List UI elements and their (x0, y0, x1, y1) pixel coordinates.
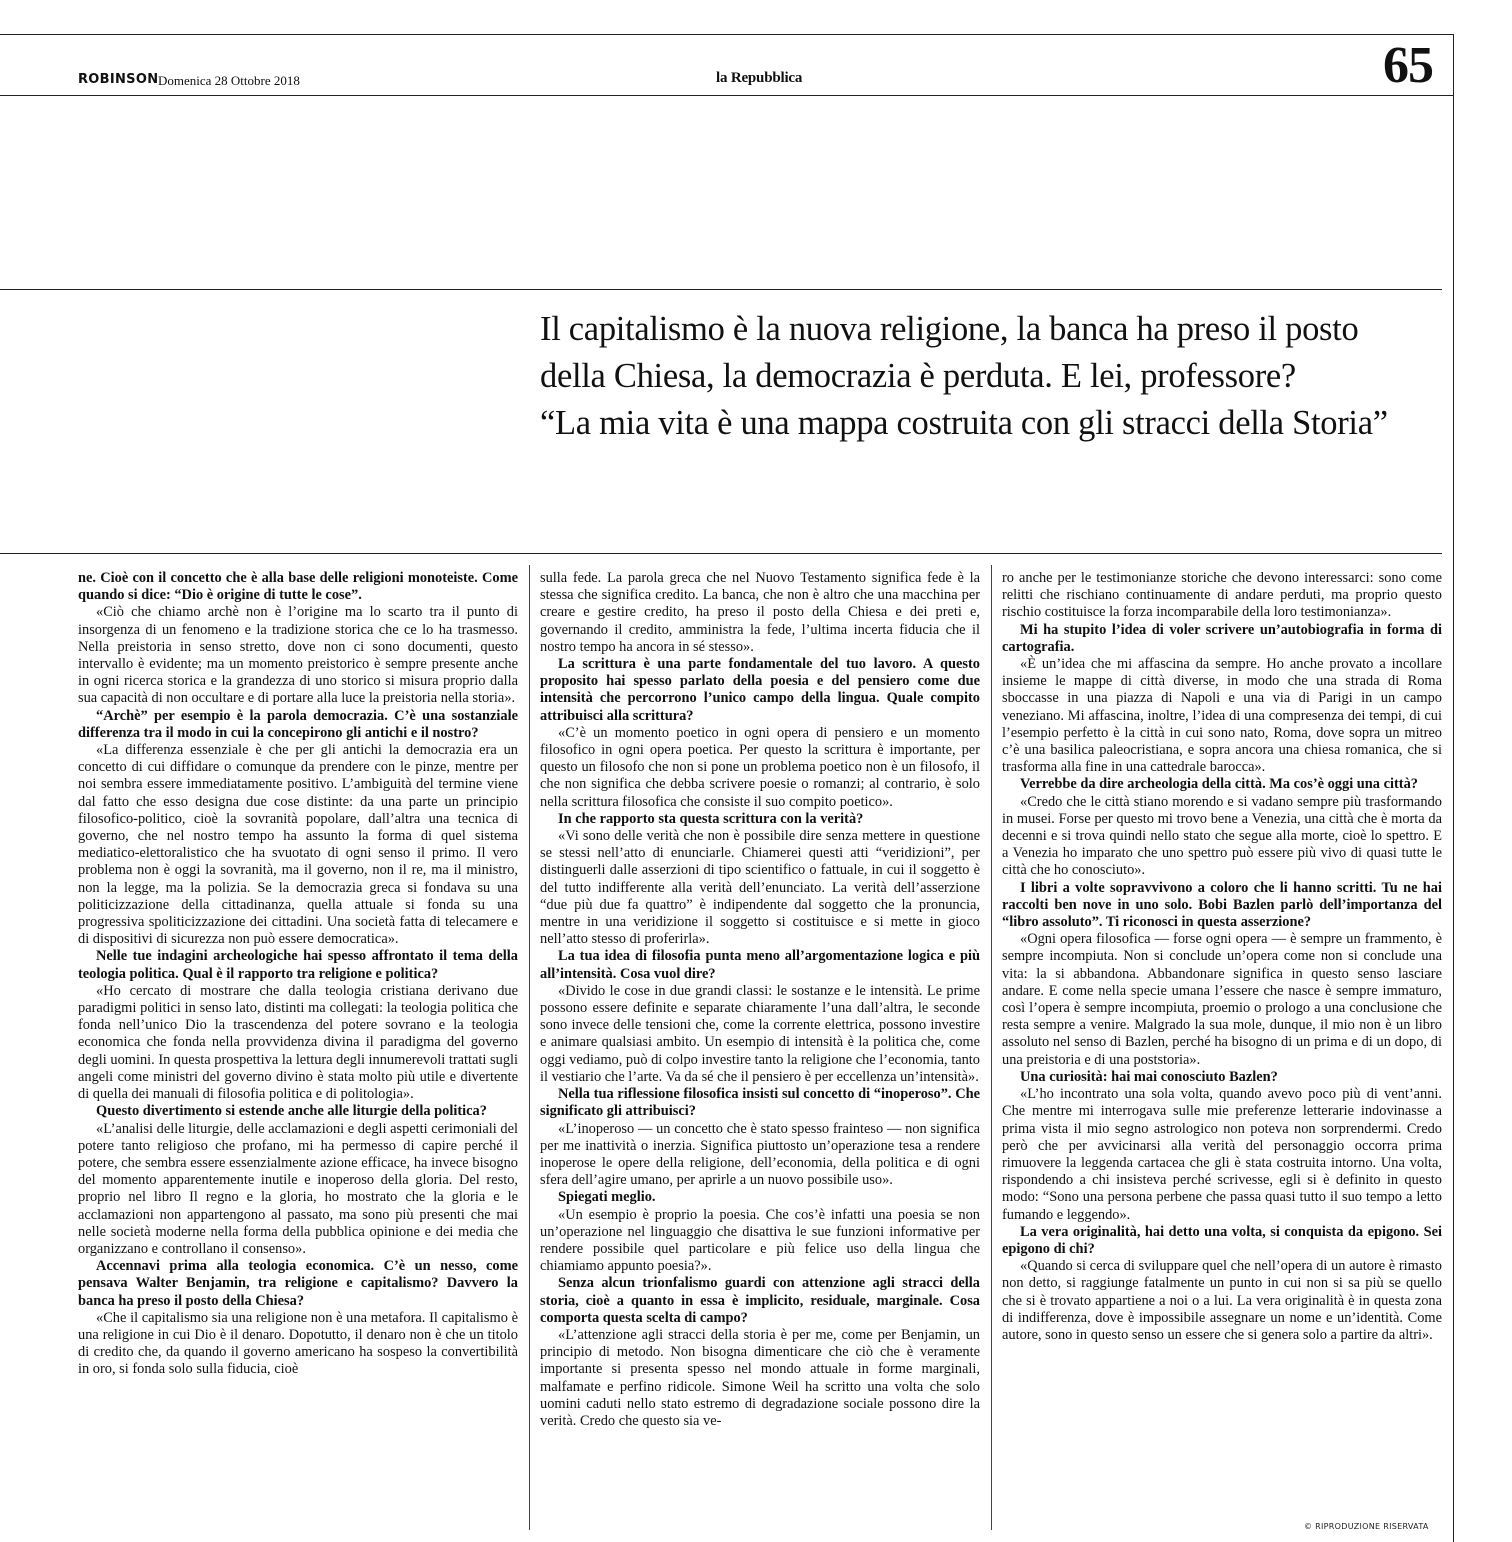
interview-answer: «L’attenzione agli stracci della storia è per me, come per Benjamin, un principio di metodo. Non bisogna dimenticare che ciò che è veramente importante si presenta spesso nel mondo attuale in forme marginali, malfamate e perfino ridicole. Simone Weil ha scritto una volta che solo uomini caduti nello stato estremo di degradazione sociale possono dire la verità. Credo che questo sia ve- (540, 1326, 980, 1429)
newspaper-name: la Repubblica (716, 70, 803, 86)
issue-date: Domenica 28 Ottobre 2018 (158, 73, 300, 88)
interview-answer: «Divido le cose in due grandi classi: le sostanze e le intensità. Le prime possono essere definite e separate chiaramente l’una dall’altra, le seconde sono invece delle tensioni che, come la corrente elettrica, possono investire e animare qualsiasi ambito. Un esempio di intensità è la politica che, come oggi vediamo, può di colpo investire tanto la religione che l’economia, tanto il vestiario che l’arte. Va da sé che il pensiero è per eccellenza un’intensità». (540, 982, 980, 1085)
interview-answer: «C’è un momento poetico in ogni opera di pensiero e un momento filosofico in ogni opera poetica. Per questo la scrittura è importante, per questo un filosofo che non si pone un problema poetico non è un filosofo, il che non significa che debba scrivere poesie o romanzi; al contrario, è solo nella scrittura filosofica che consiste il suo compito poetico». (540, 724, 980, 810)
article-column-1 (78, 570, 518, 1530)
interview-question: In che rapporto sta questa scrittura con la verità? (558, 810, 864, 827)
headline (540, 306, 1450, 447)
interview-question: Una curiosità: hai mai conosciuto Bazlen? (1020, 1068, 1278, 1085)
interview-question: Nelle tue indagini archeologiche hai spesso affrontato il tema della teologia politica. Qual è il rapporto tra religione e politica? (78, 948, 518, 982)
interview-question: Questo divertimento si estende anche alle liturgie della politica? (96, 1103, 487, 1120)
interview-answer: «L’analisi delle liturgie, delle acclamazioni e degli aspetti cerimoniali del potere tanto religioso che profano, mi ha permesso di capire perché il potere, che sembra essere essenzialmente azione efficace, ha invece bisogno del momento apparentemente inutile e inoperoso della gloria. Del resto, proprio nel libro Il regno e la gloria, ho mostrato che la gloria e le acclamazioni non appartengono al passato, ma sono più presenti che mai nelle società moderne nella forma della pubblica opinione e dei media che organizzano e controllano il consenso». (78, 1120, 518, 1257)
interview-question: La scrittura è una parte fondamentale del tuo lavoro. A questo proposito hai spesso parlato della poesia e del pensiero come due intensità che percorrono l’unico campo della lingua. Quale compito attribuisci alla scrittura? (540, 656, 980, 724)
interview-answer: «Che il capitalismo sia una religione non è una metafora. Il capitalismo è una religione in cui Dio è il denaro. Dopotutto, il denaro non è che un titolo di credito che, da quando il governo americano ha sospeso la convertibilità in oro, si fonda solo sulla fiducia, cioè (78, 1309, 518, 1378)
interview-answer: «È un’idea che mi affascina da sempre. Ho anche provato a incollare insieme le mappe di città diverse, in modo che una strada di Roma sboccasse in una piazza di Napoli e una via di Parigi in un campo veneziano. Mi affascina, inoltre, l’idea di una compresenza dei tempi, di cui l’esempio perfetto è la città in cui sono nato, Roma, dove sopra un mitreo c’è una basilica paleocristiana, e sopra ancora una chiesa romanica, che si trasforma alla fine in una cattedrale barocca». (1002, 656, 1442, 776)
interview-answer: ro anche per le testimonianze storiche che devono interessarci: sono come relitti che rischiano continuamente di andare perduti, ma proprio questo rischio costituisce la forza incomparabile della loro testimonianza». (1002, 570, 1442, 621)
interview-question: ne. Cioè con il concetto che è alla base delle religioni monoteiste. Come quando si dice: “Dio è origine di tutte le cose”. (78, 570, 518, 604)
headline-line: “La mia vita è una mappa costruita con gli stracci della Storia” (540, 404, 1388, 442)
divider (0, 553, 1442, 554)
interview-answer: «L’ho incontrato una sola volta, quando avevo poco più di vent’anni. Che mentre mi interrogava sulle mie preferenze letterarie indovinasse a prima vista il mio segno astrologico non poteva non sorprendermi. Credo però che per avvicinarsi alla verità del personaggio occorra prima rimuovere la leggenda cartacea che gli è stata costruita intorno. Una volta, rispondendo a chi insisteva perché scrivesse, egli si è definito in questo modo: “Sono una persona perbene che passa quasi tutto il suo tempo a letto fumando e leggendo». (1002, 1086, 1442, 1223)
interview-answer: «La differenza essenziale è che per gli antichi la democrazia era un concetto di cui diffidare o comunque da prendere con le pinze, mentre per noi sembra essere immediatamente positivo. L’ambiguità del termine viene dal fatto che esso designa due cose distinte: da una parte un principio filosofico-politico, cioè la sovranità popolare, dall’altra una tecnica di governo, che nel nostro tempo ha assunto la forma di quel sistema mediatico-elettoralistico che ha svuotato di ogni senso il primo. Il vero problema non è oggi la sovranità, ma il governo, non il re, ma il ministro, non la legge, ma la polizia. Se la democrazia greca si fondava su una politicizzazione della cittadinanza, quella attuale si fonda su una progressiva spoliticizzazione dei cittadini. Una società fatta di telecamere e di dispositivi di sicurezza non può essere democratica». (78, 742, 518, 948)
interview-question: Senza alcun trionfalismo guardi con attenzione agli stracci della storia, cioè a quanto in essa è implicito, residuale, marginale. Cosa comporta questa scelta di campo? (540, 1275, 980, 1326)
interview-question: I libri a volte sopravvivono a coloro che li hanno scritti. Tu ne hai raccolti ben nove in uno solo. Bobi Bazlen parlò dell’importanza del “libro assoluto”. Ti riconosci in questa asserzione? (1002, 879, 1442, 931)
interview-answer: «L’inoperoso — un concetto che è stato spesso frainteso — non significa per me inattività o inerzia. Significa piuttosto un’operazione tesa a rendere inoperose le opere della religione, dell’economia, della politica e di ogni sfera dell’agire umano, per aprirle a un nuovo possibile uso». (540, 1120, 980, 1189)
interview-question: Nella tua riflessione filosofica insisti sul concetto di “inoperoso”. Che significato gli attribuisci? (540, 1086, 980, 1120)
interview-answer: «Ogni opera filosofica — forse ogni opera — è sempre un frammento, è sempre incompiuta. Non si conclude un’opera come non si conclude una vita: la si abbandona. Abbandonare significa in questo senso lasciare andare. E come nella specie umana l’essere che nasce è sempre immaturo, così l’opera è sempre incompiuta, proemio o prologo a una conclusione che resta sempre a venire. Malgrado la sua mole, dunque, il mio non è un libro assoluto nel senso di Bazlen, perché ha bisogno di un prima e di un dopo, di una preistoria e di una poststoria». (1002, 931, 1442, 1068)
interview-question: La vera originalità, hai detto una volta, si conquista da epigono. Sei epigono di chi? (1002, 1223, 1442, 1257)
interview-question: La tua idea di filosofia punta meno all’argomentazione logica e più all’intensità. Cosa vuol dire? (540, 948, 980, 982)
interview-question: Verrebbe da dire archeologia della città. Ma cos’è oggi una città? (1020, 776, 1418, 793)
interview-question: Spiegati meglio. (558, 1189, 656, 1206)
copyright-credit: © RIPRODUZIONE RISERVATA (1304, 1522, 1429, 1531)
column-divider (529, 565, 530, 1530)
divider (0, 289, 1442, 290)
interview-answer: «Quando si cerca di sviluppare quel che nell’opera di un autore è rimasto non detto, si raggiunge fatalmente un punto in cui non si sa più se quello che si è trovato appartiene a noi o a lui. La vera originalità è in questa zona di indifferenza, dove è impossibile assegnare un nome e un’identità. Come autore, sono in questo senso un essere che si genera solo a partire da altri». (1002, 1258, 1442, 1343)
interview-answer: «Vi sono delle verità che non è possibile dire senza mettere in questione se stessi nell’atto di enunciarle. Chiamerei questi atti “veridizioni”, per distinguerli dalle asserzioni di tipo scientifico o fattuale, in cui il soggetto è del tutto indifferente alla verità dell’enunciato. La verità dell’asserzione “due più due fa quattro” è indipendente dal soggetto che la pronuncia, mentre in una veridizione il soggetto si costituisce e si mette in gioco nell’atto stesso di proferirla». (540, 828, 980, 948)
page-number: 65 (1383, 37, 1433, 94)
article-column-2 (540, 570, 980, 1530)
interview-answer: «Un esempio è proprio la poesia. Che cos’è infatti una poesia se non un’operazione nel linguaggio che disattiva le sue funzioni informative per rendere possibile quel particolare e più felice uso della lingua che chiamiamo appunto poesia?». (540, 1206, 980, 1275)
interview-question: Mi ha stupito l’idea di voler scrivere un’autobiografia in forma di cartografia. (1002, 621, 1442, 655)
section-name: ROBINSON (78, 72, 159, 87)
article-column-3 (1002, 570, 1442, 1530)
interview-question: Accennavi prima alla teologia economica. C’è un nesso, come pensava Walter Benjamin, tra religione e capitalismo? Davvero la banca ha preso il posto della Chiesa? (78, 1258, 518, 1309)
interview-answer: «Credo che le città stiano morendo e si vadano sempre più trasformando in musei. Forse per questo mi trovo bene a Venezia, una città che è morta da decenni e si trova quindi nello stato che segue alla morte, cioè lo spettro. E a Venezia ho imparato che uno spettro può essere più vivo di quasi tutte le città che ho conosciuto». (1002, 793, 1442, 879)
headline-line: Il capitalismo è la nuova religione, la banca ha preso il posto (540, 310, 1359, 348)
interview-question: “Archè” per esempio è la parola democrazia. C’è una sostanziale differenza tra il modo in cui la concepirono gli antichi e il nostro? (78, 707, 518, 741)
interview-answer: sulla fede. La parola greca che nel Nuovo Testamento significa fede è la stessa che significa credito. La banca, che non è altro che una macchina per creare e gestire credito, ha preso il posto della Chiesa e dei preti e, governando il credito, amministra la fede, l’ultima incerta fiducia che il nostro tempo ha ancora in sé stesso». (540, 570, 980, 655)
column-divider (991, 565, 992, 1530)
interview-answer: «Ciò che chiamo archè non è l’origine ma lo scarto tra il punto di insorgenza di un fenomeno e la tradizione storica che ce lo ha trasmesso. Nella preistoria in senso stretto, dove non ci sono documenti, questo intervallo è evidente; ma un momento preistorico è sempre presente anche in ogni ricerca storica e la grandezza di uno storico si misura proprio dalla sua capacità di non occultare e di portare alla luce la preistoria nella storia». (78, 604, 518, 707)
interview-answer: «Ho cercato di mostrare che dalla teologia cristiana derivano due paradigmi politici in senso lato, distinti ma collegati: la teologia politica che fonda nell’unico Dio la trascendenza del potere sovrano e la teologia economica che fonda nella provvidenza divina il paradigma del governo degli uomini. In questa prospettiva la lettura degli innumerevoli trattati sugli angeli come ministri del governo divino è stata molto più utile e divertente di quella dei manuali di filosofia politica e di politologia». (78, 982, 518, 1103)
headline-line: della Chiesa, la democrazia è perduta. E lei, professore? (540, 357, 1296, 395)
